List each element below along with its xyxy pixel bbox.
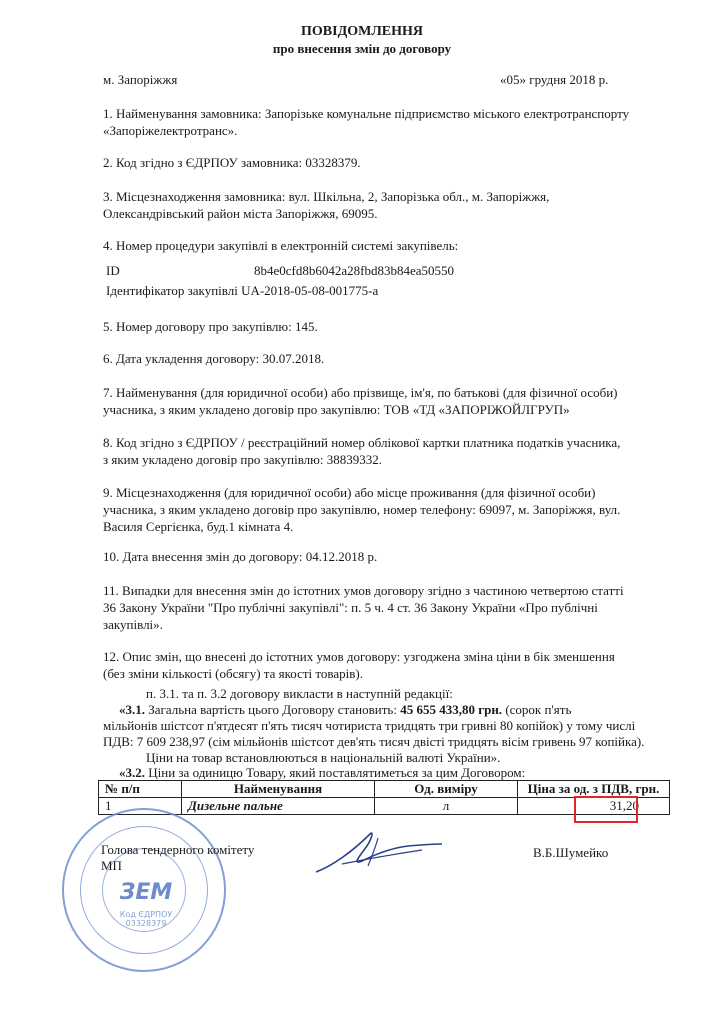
item-1-line-1: 1. Найменування замовника: Запорізьке комунальне підприємство міського електротранспорту [103, 106, 630, 121]
clause-31-head: «3.1. [119, 702, 145, 717]
item-12-line-2: (без зміни кількості (обсягу) та якості товарів). [103, 666, 363, 681]
id-value: 8b4e0cfd8b6042a28fbd83b84ea50550 [254, 263, 455, 278]
row-number: 1 [99, 798, 182, 815]
seal-mark: МП [101, 858, 122, 873]
item-7-line-1: 7. Найменування (для юридичної особи) або прізвище, ім'я, по батькові (для фізичної особи) [103, 385, 618, 400]
row-price: 31,20 [518, 798, 670, 815]
id-label: ID [106, 263, 120, 278]
row-name: Дизельне пальне [182, 798, 375, 815]
document-date: «05» грудня 2018 р. [500, 72, 609, 87]
clause-31-text: Загальна вартість цього Договору становить: [145, 702, 401, 717]
table-header-row [99, 781, 670, 798]
item-7-line-2: учасника, з яким укладено договір про закупівлю: ТОВ «ТД «ЗАПОРІЖОЙЛГРУП» [103, 402, 570, 417]
row-unit: л [375, 798, 518, 815]
item-8-line-2: з яким укладено договір про закупівлю: 38839332. [103, 452, 382, 467]
official-stamp [62, 808, 226, 972]
clause-32-line [119, 765, 525, 781]
col-number: № п/п [99, 781, 182, 798]
stamp-logo: ЗЕМ [119, 880, 173, 905]
item-9-line-1: 9. Місцезнаходження (для юридичної особи) або місце проживання (для фізичної особи) [103, 485, 596, 500]
procurement-id: Ідентифікатор закупівлі UA-2018-05-08-001775-a [106, 283, 379, 298]
item-11-line-1: 11. Випадки для внесення змін до істотних умов договору згідно з частиною четвертою статті [103, 583, 624, 598]
item-4-line-1: 4. Номер процедури закупівлі в електронній системі закупівель: [103, 238, 459, 253]
item-5-line-1: 5. Номер договору про закупівлю: 145. [103, 319, 318, 334]
clause-32-text: Ціни за одиницю Товару, який поставлятиметься за цим Договором: [145, 765, 526, 780]
item-2-line-1: 2. Код згідно з ЄДРПОУ замовника: 03328379. [103, 155, 361, 170]
signatory-name: В.Б.Шумейко [533, 845, 609, 860]
document-title: ПОВІДОМЛЕННЯ [301, 24, 423, 39]
price-highlight-box [574, 796, 638, 823]
clause-31-line-1 [119, 702, 571, 718]
item-9-line-2: учасника, з яким укладено договір про закупівлю, номер телефону: 69097, м. Запоріжжя, вул. [103, 502, 621, 517]
clause-31-line-4: Ціни на товар встановлюються в національній валюті України». [146, 750, 501, 765]
signature-image [312, 826, 444, 878]
clause-32-head: «3.2. [119, 765, 145, 780]
item-11-line-2: 36 Закону України "Про публічні закупівлі": п. 5 ч. 4 ст. 36 Закону України «Про публічні [103, 600, 598, 615]
item-10-line-1: 10. Дата внесення змін до договору: 04.12.2018 р. [103, 549, 378, 564]
stamp-code: Код ЄДРПОУ 03328379 [119, 910, 173, 928]
item-9-line-3: Василя Сергієнка, буд.1 кімната 4. [103, 519, 294, 534]
signatory-role: Голова тендерного комітету [101, 842, 255, 857]
col-price: Ціна за од. з ПДВ, грн. [518, 781, 670, 798]
city: м. Запоріжжя [103, 72, 178, 87]
col-unit: Од. виміру [375, 781, 518, 798]
document-subtitle: про внесення змін до договору [272, 41, 452, 56]
clause-31-line-3: ПДВ: 7 609 238,97 (сім мільйонів шістсот дев'ять тисяч двісті тридцять вісім гривень 97 копійка). [103, 734, 645, 749]
clause-31-tail: (сорок п'ять [502, 702, 572, 717]
clause-31-sum: 45 655 433,80 грн. [400, 702, 503, 717]
clause-31-line-2: мільйонів шістсот п'ятдесят п'ять тисяч чотириста тридцять три гривні 80 копійок) у тому числі [103, 718, 636, 733]
item-1-line-2: «Запоріжелектротранс». [103, 123, 238, 138]
item-6-line-1: 6. Дата укладення договору: 30.07.2018. [103, 351, 325, 366]
clause-intro: п. 3.1. та п. 3.2 договору викласти в наступній редакції: [146, 686, 453, 701]
item-3-line-2: Олександрівський район міста Запоріжжя, 69095. [103, 206, 378, 221]
col-name: Найменування [182, 781, 375, 798]
item-12-line-1: 12. Опис змін, що внесені до істотних умов договору: узгоджена зміна ціни в бік зменшення [103, 649, 615, 664]
item-8-line-1: 8. Код згідно з ЄДРПОУ / реєстраційний номер облікової картки платника податків учасника, [103, 435, 621, 450]
item-3-line-1: 3. Місцезнаходження замовника: вул. Шкільна, 2, Запорізька обл., м. Запоріжжя, [103, 189, 550, 204]
item-11-line-3: закупівлі». [103, 617, 163, 632]
